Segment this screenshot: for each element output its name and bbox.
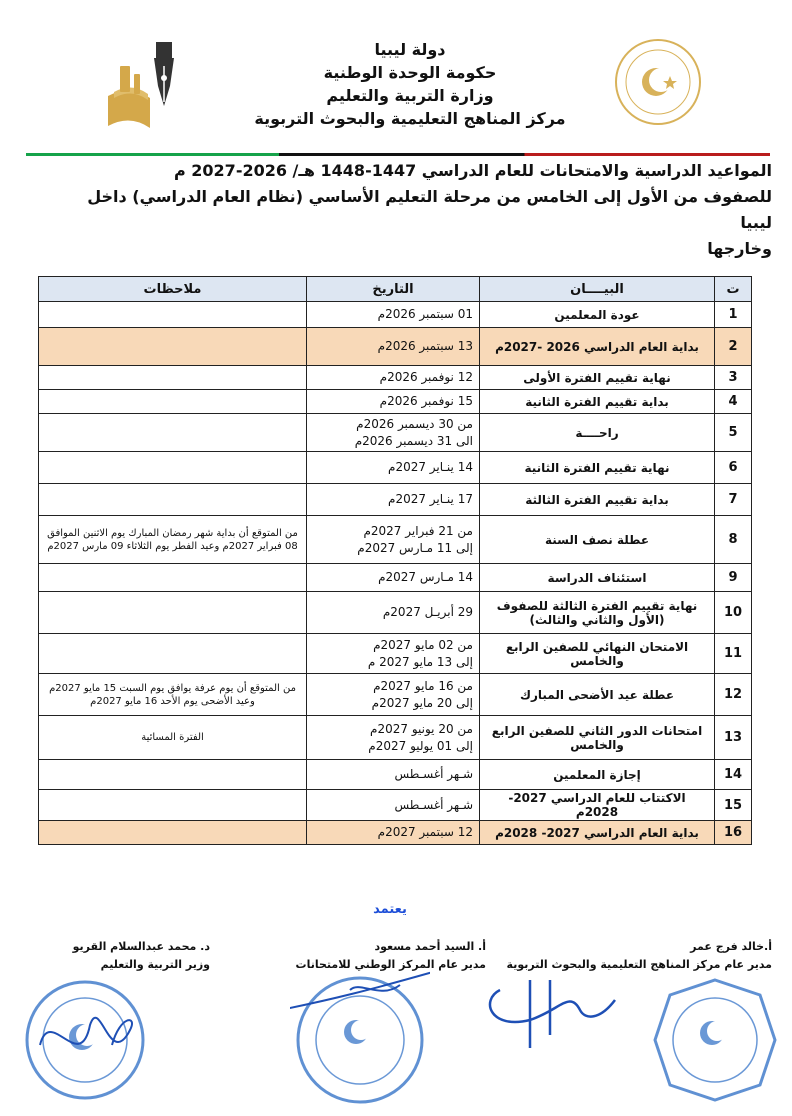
row-number: 9	[715, 564, 752, 592]
minister-stamp-icon	[20, 975, 150, 1105]
row-date	[307, 452, 480, 484]
row-date	[307, 516, 480, 564]
row-notes	[39, 564, 307, 592]
approval-label: يعتمد	[373, 902, 407, 917]
row-number: 8	[715, 516, 752, 564]
row-description: امتحانات الدور الثاني للصفين الرابع والخامس	[480, 716, 715, 760]
row-date-from: من 02 مايو 2027م	[373, 637, 473, 652]
row-description: استئناف الدراسة	[480, 564, 715, 592]
row-number: 3	[715, 366, 752, 390]
row-date-to: إلى 01 يوليو 2027م	[368, 738, 473, 753]
row-number: 10	[715, 592, 752, 634]
row-notes	[39, 790, 307, 821]
schedule-table	[38, 276, 752, 845]
row-date	[307, 366, 480, 390]
table-row	[39, 592, 752, 634]
row-date	[307, 484, 480, 516]
row-date	[307, 634, 480, 674]
table-row	[39, 452, 752, 484]
table-row	[39, 716, 752, 760]
row-notes	[39, 484, 307, 516]
signatory-name: أ.خالد فرج عمر	[690, 940, 772, 953]
row-date	[307, 790, 480, 821]
table-row	[39, 484, 752, 516]
row-date	[307, 328, 480, 366]
row-date-from: 15 نوفمبر 2026م	[379, 394, 473, 408]
director-signature-icon	[470, 960, 620, 1050]
row-description: الامتحان النهائي للصفين الرابع والخامس	[480, 634, 715, 674]
row-date	[307, 302, 480, 328]
row-notes	[39, 592, 307, 634]
signatory-exams-director	[246, 938, 486, 974]
row-notes	[39, 760, 307, 790]
row-number: 13	[715, 716, 752, 760]
signatory-name: أ. السيد أحمد مسعود	[374, 940, 486, 953]
row-date-from: 14 ينـاير 2027م	[388, 460, 473, 474]
table-row	[39, 760, 752, 790]
table-row	[39, 516, 752, 564]
row-date-to: إلى 13 مايو 2027 م	[367, 654, 473, 669]
header-desc: البيــــان	[480, 277, 715, 302]
book-pen-logo-icon	[100, 36, 200, 136]
table-row	[39, 302, 752, 328]
exams-center-stamp-icon	[290, 970, 430, 1110]
signatory-name: د. محمد عبدالسلام القريو	[72, 940, 210, 953]
flag-divider	[26, 153, 770, 156]
row-description: نهاية تقييم الفترة الثالثة للصفوف (الأول والثاني والثالث)	[480, 592, 715, 634]
signatory-minister	[30, 938, 210, 974]
row-date-to: إلى 11 مـارس 2027م	[357, 540, 473, 555]
row-notes	[39, 821, 307, 845]
row-date	[307, 716, 480, 760]
row-date	[307, 564, 480, 592]
table-row	[39, 390, 752, 414]
row-date-from: من 16 مايو 2027م	[373, 678, 473, 693]
row-date	[307, 760, 480, 790]
header-government: حكومة الوحدة الوطنية	[323, 63, 497, 82]
row-date-from: من 30 ديسمبر 2026م	[356, 416, 473, 431]
row-date-from: شـهر أغسـطس	[394, 797, 473, 812]
row-date-from: 01 سبتمبر 2026م	[377, 307, 473, 321]
header-date: التاريخ	[307, 277, 480, 302]
row-number: 5	[715, 414, 752, 452]
row-date-from: 17 ينـاير 2027م	[388, 492, 473, 506]
letterhead	[200, 38, 620, 130]
row-notes	[39, 366, 307, 390]
row-number: 14	[715, 760, 752, 790]
row-number: 1	[715, 302, 752, 328]
row-notes	[39, 390, 307, 414]
row-date-from: 12 سبتمبر 2027م	[377, 825, 473, 839]
table-row	[39, 366, 752, 390]
row-description: بداية تقييم الفترة الثالثة	[480, 484, 715, 516]
table-row	[39, 821, 752, 845]
header-country: دولة ليبيا	[374, 40, 446, 59]
table-row	[39, 564, 752, 592]
row-date-to: إلى 20 مايو 2027م	[371, 695, 473, 710]
row-notes	[39, 414, 307, 452]
row-date-to: الى 31 ديسمبر 2026م	[354, 433, 473, 448]
signatory-role: مدير عام المركز الوطني للامتحانات	[295, 958, 486, 971]
header-num: ت	[715, 277, 752, 302]
row-number: 12	[715, 674, 752, 716]
row-notes: من المتوقع أن بداية شهر رمضان المبارك يوم الاثنين الموافق 08 فبراير 2027م وعيد الفطر يوم الثلاثاء 09 مارس 2027م	[39, 516, 307, 564]
header-notes: ملاحظات	[39, 277, 307, 302]
row-date-from: 12 نوفمبر 2026م	[379, 370, 473, 384]
row-date-from: 13 سبتمبر 2026م	[377, 339, 473, 353]
row-number: 15	[715, 790, 752, 821]
table-row	[39, 414, 752, 452]
row-notes: الفترة المسائية	[39, 716, 307, 760]
row-notes	[39, 328, 307, 366]
row-date	[307, 674, 480, 716]
row-notes	[39, 452, 307, 484]
row-notes: من المتوقع أن يوم عرفة يوافق يوم السبت 15 مايو 2027م وعيد الأضحى يوم الأحد 16 مايو 2027م	[39, 674, 307, 716]
row-number: 2	[715, 328, 752, 366]
signatory-role: وزير التربية والتعليم	[100, 958, 210, 971]
table-row	[39, 328, 752, 366]
row-date-from: 14 مـارس 2027م	[378, 570, 473, 584]
row-description: الاكتتاب للعام الدراسي 2027- 2028م	[480, 790, 715, 821]
row-description: عودة المعلمين	[480, 302, 715, 328]
row-date	[307, 592, 480, 634]
header-center: مركز المناهج التعليمية والبحوث التربوية	[254, 109, 566, 128]
row-number: 6	[715, 452, 752, 484]
row-description: إجازة المعلمين	[480, 760, 715, 790]
row-number: 4	[715, 390, 752, 414]
row-description: بداية تقييم الفترة الثانية	[480, 390, 715, 414]
row-notes	[39, 302, 307, 328]
table-row	[39, 634, 752, 674]
row-date	[307, 414, 480, 452]
header-ministry: وزارة التربية والتعليم	[326, 86, 494, 105]
row-date	[307, 821, 480, 845]
row-description: نهاية تقييم الفترة الثانية	[480, 452, 715, 484]
table-row	[39, 674, 752, 716]
row-date-from: من 20 يونيو 2027م	[370, 721, 473, 736]
row-notes	[39, 634, 307, 674]
title-line-3: وخارجها	[707, 239, 772, 258]
row-date-from: 29 أبريـل 2027م	[382, 605, 473, 619]
row-date-from: شـهر أغسـطس	[394, 767, 473, 781]
signatory-role: مدير عام مركز المناهج التعليمية والبحوث التربوية	[506, 958, 772, 971]
row-description: نهاية تقييم الفترة الأولى	[480, 366, 715, 390]
title-line-2: للصفوف من الأول إلى الخامس من مرحلة التعليم الأساسي (نظام العام الدراسي) داخل ليبيا	[87, 187, 772, 232]
row-description: بداية العام الدراسي 2026 -2027م	[480, 328, 715, 366]
table-row	[39, 790, 752, 821]
curricula-center-stamp-icon	[650, 975, 780, 1105]
row-date-from: من 21 فبراير 2027م	[363, 523, 473, 538]
row-description: بداية العام الدراسي 2027- 2028م	[480, 821, 715, 845]
row-description: عطلة نصف السنة	[480, 516, 715, 564]
title-line-1: المواعيد الدراسية والامتحانات للعام الدراسي 1447-1448 هـ/ 2026-2027 م	[173, 161, 772, 180]
row-description: راحــــة	[480, 414, 715, 452]
row-number: 16	[715, 821, 752, 845]
row-description: عطلة عيد الأضحى المبارك	[480, 674, 715, 716]
table-header-row	[39, 277, 752, 302]
row-number: 7	[715, 484, 752, 516]
document-title	[60, 158, 772, 262]
libya-emblem-icon	[612, 36, 704, 128]
row-date	[307, 390, 480, 414]
row-number: 11	[715, 634, 752, 674]
